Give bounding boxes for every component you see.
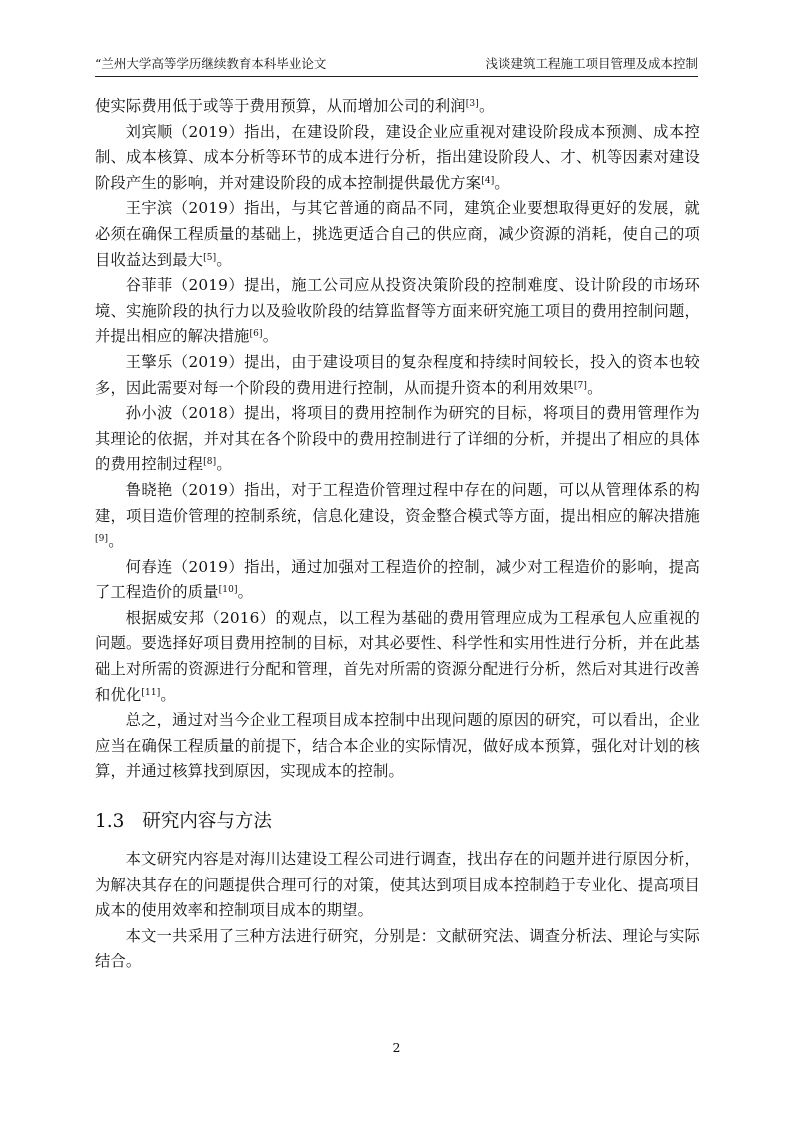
citation: [10]: [218, 585, 238, 596]
header-thesis-title: “兰州大学高等学历继续教育本科毕业论文: [95, 56, 327, 71]
citation: [11]: [141, 687, 161, 698]
paragraph: 总之，通过对当今企业工程项目成本控制中出现问题的原因的研究，可以看出，企业应当在确保工程质量的前提下，结合本企业的实际情况，做好成本预算，强化对计划的核算，并通过核算找到原因，实现成本的控制。: [95, 711, 700, 781]
citation: [8]: [203, 457, 217, 468]
page-body: [95, 94, 700, 975]
citation: [7]: [573, 380, 588, 391]
citation: [9]: [95, 534, 109, 545]
paragraph: 王擎乐（2019）提出，由于建设项目的复杂程度和持续时间较长，投入的资本也较多，因此需要对每一个阶段的费用进行控制，从而提升资本的利用效果[7]。: [95, 352, 700, 397]
paragraph: 根据威安邦（2016）的观点，以工程为基础的费用管理应成为工程承包人应重视的问题。要选择好项目费用控制的目标，对其必要性、科学性和实用性进行分析，并在此基础上对所需的资源进行分配和管理，首先对所需的资源分配进行分析，然后对其进行改善和优化[11]。: [95, 608, 700, 704]
section-title: 研究内容与方法: [142, 811, 272, 833]
citation: [5]: [203, 252, 217, 263]
paragraph: 本文一共采用了三种方法进行研究，分别是：文献研究法、调查分析法、理论与实际结合。: [95, 926, 700, 971]
paragraph: 孙小波（2018）提出，将项目的费用控制作为研究的目标，将项目的费用管理作为其理论的依据，并对其在各个阶段中的费用控制进行了详细的分析，并提出了相应的具体的费用控制过程[8]。: [95, 404, 700, 474]
section-number: 1.3: [95, 811, 125, 833]
citation: [3]: [465, 99, 479, 109]
paragraph: 鲁晓艳（2019）指出，对于工程造价管理过程中存在的问题，可以从管理体系的构建，项目造价管理的控制系统，信息化建设，资金整合模式等方面，提出相应的解决措施[9]。: [95, 480, 700, 551]
citation: [4]: [481, 175, 495, 186]
paragraph: 本文研究内容是对海川达建设工程公司进行调查，找出存在的问题并进行原因分析，为解决其存在的问题提供合理可行的对策，使其达到项目成本控制趋于专业化、提高项目成本的使用效率和控制项目成本的期望。: [95, 850, 700, 920]
paragraph: 王宇滨（2019）指出，与其它普通的商品不同，建筑企业要想取得更好的发展，就必须在确保工程质量的基础上，挑选更适合自己的供应商，减少资源的消耗，使自己的项目收益达到最大[5]。: [95, 199, 700, 269]
page-number: 2: [392, 1040, 401, 1055]
paragraph: 谷菲菲（2019）提出，施工公司应从投资决策阶段的控制难度、设计阶段的市场环境、实施阶段的执行力以及验收阶段的结算监督等方面来研究施工项目的费用控制问题，并提出相应的解决措施[6]。: [95, 276, 700, 346]
citation: [6]: [249, 329, 263, 340]
paragraph: 何春连（2019）指出，通过加强对工程造价的控制，减少对工程造价的影响，提高了工程造价的质量[10]。: [95, 557, 700, 602]
paragraph: 刘宾顺（2019）指出，在建设阶段，建设企业应重视对建设阶段成本预测、成本控制、成本核算、成本分析等环节的成本进行分析，指出建设阶段人、才、机等因素对建设阶段产生的影响，并对建设阶段的成本控制提供最优方案[4]。: [95, 122, 700, 192]
section-heading: [95, 807, 700, 837]
header-paper-title: 浅谈建筑工程施工项目管理及成本控制: [485, 56, 698, 71]
page-header: [95, 52, 698, 77]
paragraph: 使实际费用低于或等于费用预算，从而增加公司的利润[3]。: [95, 97, 495, 115]
